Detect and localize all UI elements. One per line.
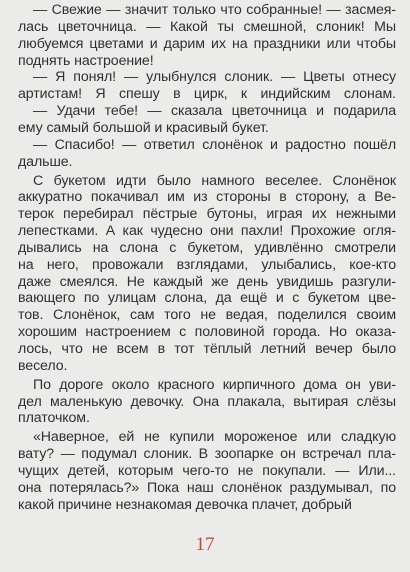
text-line: поднять настроение! bbox=[18, 52, 154, 69]
text-line: дел маленькую девочку. Она плакала, вытирая слёзы bbox=[18, 393, 396, 410]
text-line: дальше. bbox=[18, 153, 73, 170]
text-line: на него, провожали взглядами, улыбались, кое-кто bbox=[18, 256, 396, 273]
text-line: — Свежие — значит только что собранные! — засмея- bbox=[33, 2, 396, 18]
text-line: артистам! Я спешу в цирк, к индийским слонам. bbox=[18, 86, 396, 103]
page-number: 17 bbox=[195, 534, 215, 555]
text-line: ему самый большой и красивый букет. bbox=[18, 119, 269, 136]
text-line: — Я понял! — улыбнулся слоник. — Цветы отнесу bbox=[33, 69, 396, 86]
text-line: платочком. bbox=[18, 410, 90, 427]
text-line: — Удачи тебе! — сказала цветочница и подарила bbox=[33, 103, 396, 120]
text-line: терок перебирал пёстрые бутоны, играя их нежными bbox=[18, 206, 396, 223]
text-line: любуемся цветами и дарим их на праздники или чтобы bbox=[18, 35, 396, 52]
text-line: вату? — подумал слоник. В зоопарке он встречал пла- bbox=[18, 446, 396, 463]
text-line: лепестками. А как чудесно они пахли! Прохожие огля- bbox=[18, 223, 396, 239]
text-line: хорошим настроением с половиной города. Но оказа- bbox=[18, 324, 396, 341]
text-line: даже смеялся. Не каждый же день увидишь разгули- bbox=[18, 273, 396, 290]
text-line: лась цветочница. — Какой ты смешной, слоник! Мы bbox=[18, 18, 396, 35]
text-line: вающего по улицам слона, да ещё и с букетом цве- bbox=[18, 290, 396, 307]
text-line: лось, что не всем в тот тёплый летний вечер было bbox=[18, 341, 396, 357]
text-line: дывались на слона с букетом, удивлённо смотрели bbox=[18, 239, 396, 256]
text-line: весело. bbox=[18, 357, 68, 374]
text-line: чущих детей, которым чего-то не покупали. — Или... bbox=[18, 463, 396, 479]
text-line: какой причине незнакомая девочка плачет, добрый bbox=[18, 496, 352, 513]
text-line: она потерялась?» Пока наш слонёнок раздумывал, по bbox=[18, 479, 396, 496]
text-line: С букетом идти было намного веселее. Слонёнок bbox=[33, 172, 396, 189]
text-line: «Наверное, ей не купили мороженое или сладкую bbox=[33, 429, 396, 446]
text-line: — Спасибо! — ответил слонёнок и радостно пошёл bbox=[33, 136, 396, 153]
text-line: По дороге около красного кирпичного дома он уви- bbox=[33, 376, 396, 393]
text-line: тов. Слонёнок, сам того не ведая, поделился своим bbox=[18, 307, 396, 324]
text-line: аккуратно покачивал им из стороны в сторону, а Ве- bbox=[18, 189, 396, 206]
